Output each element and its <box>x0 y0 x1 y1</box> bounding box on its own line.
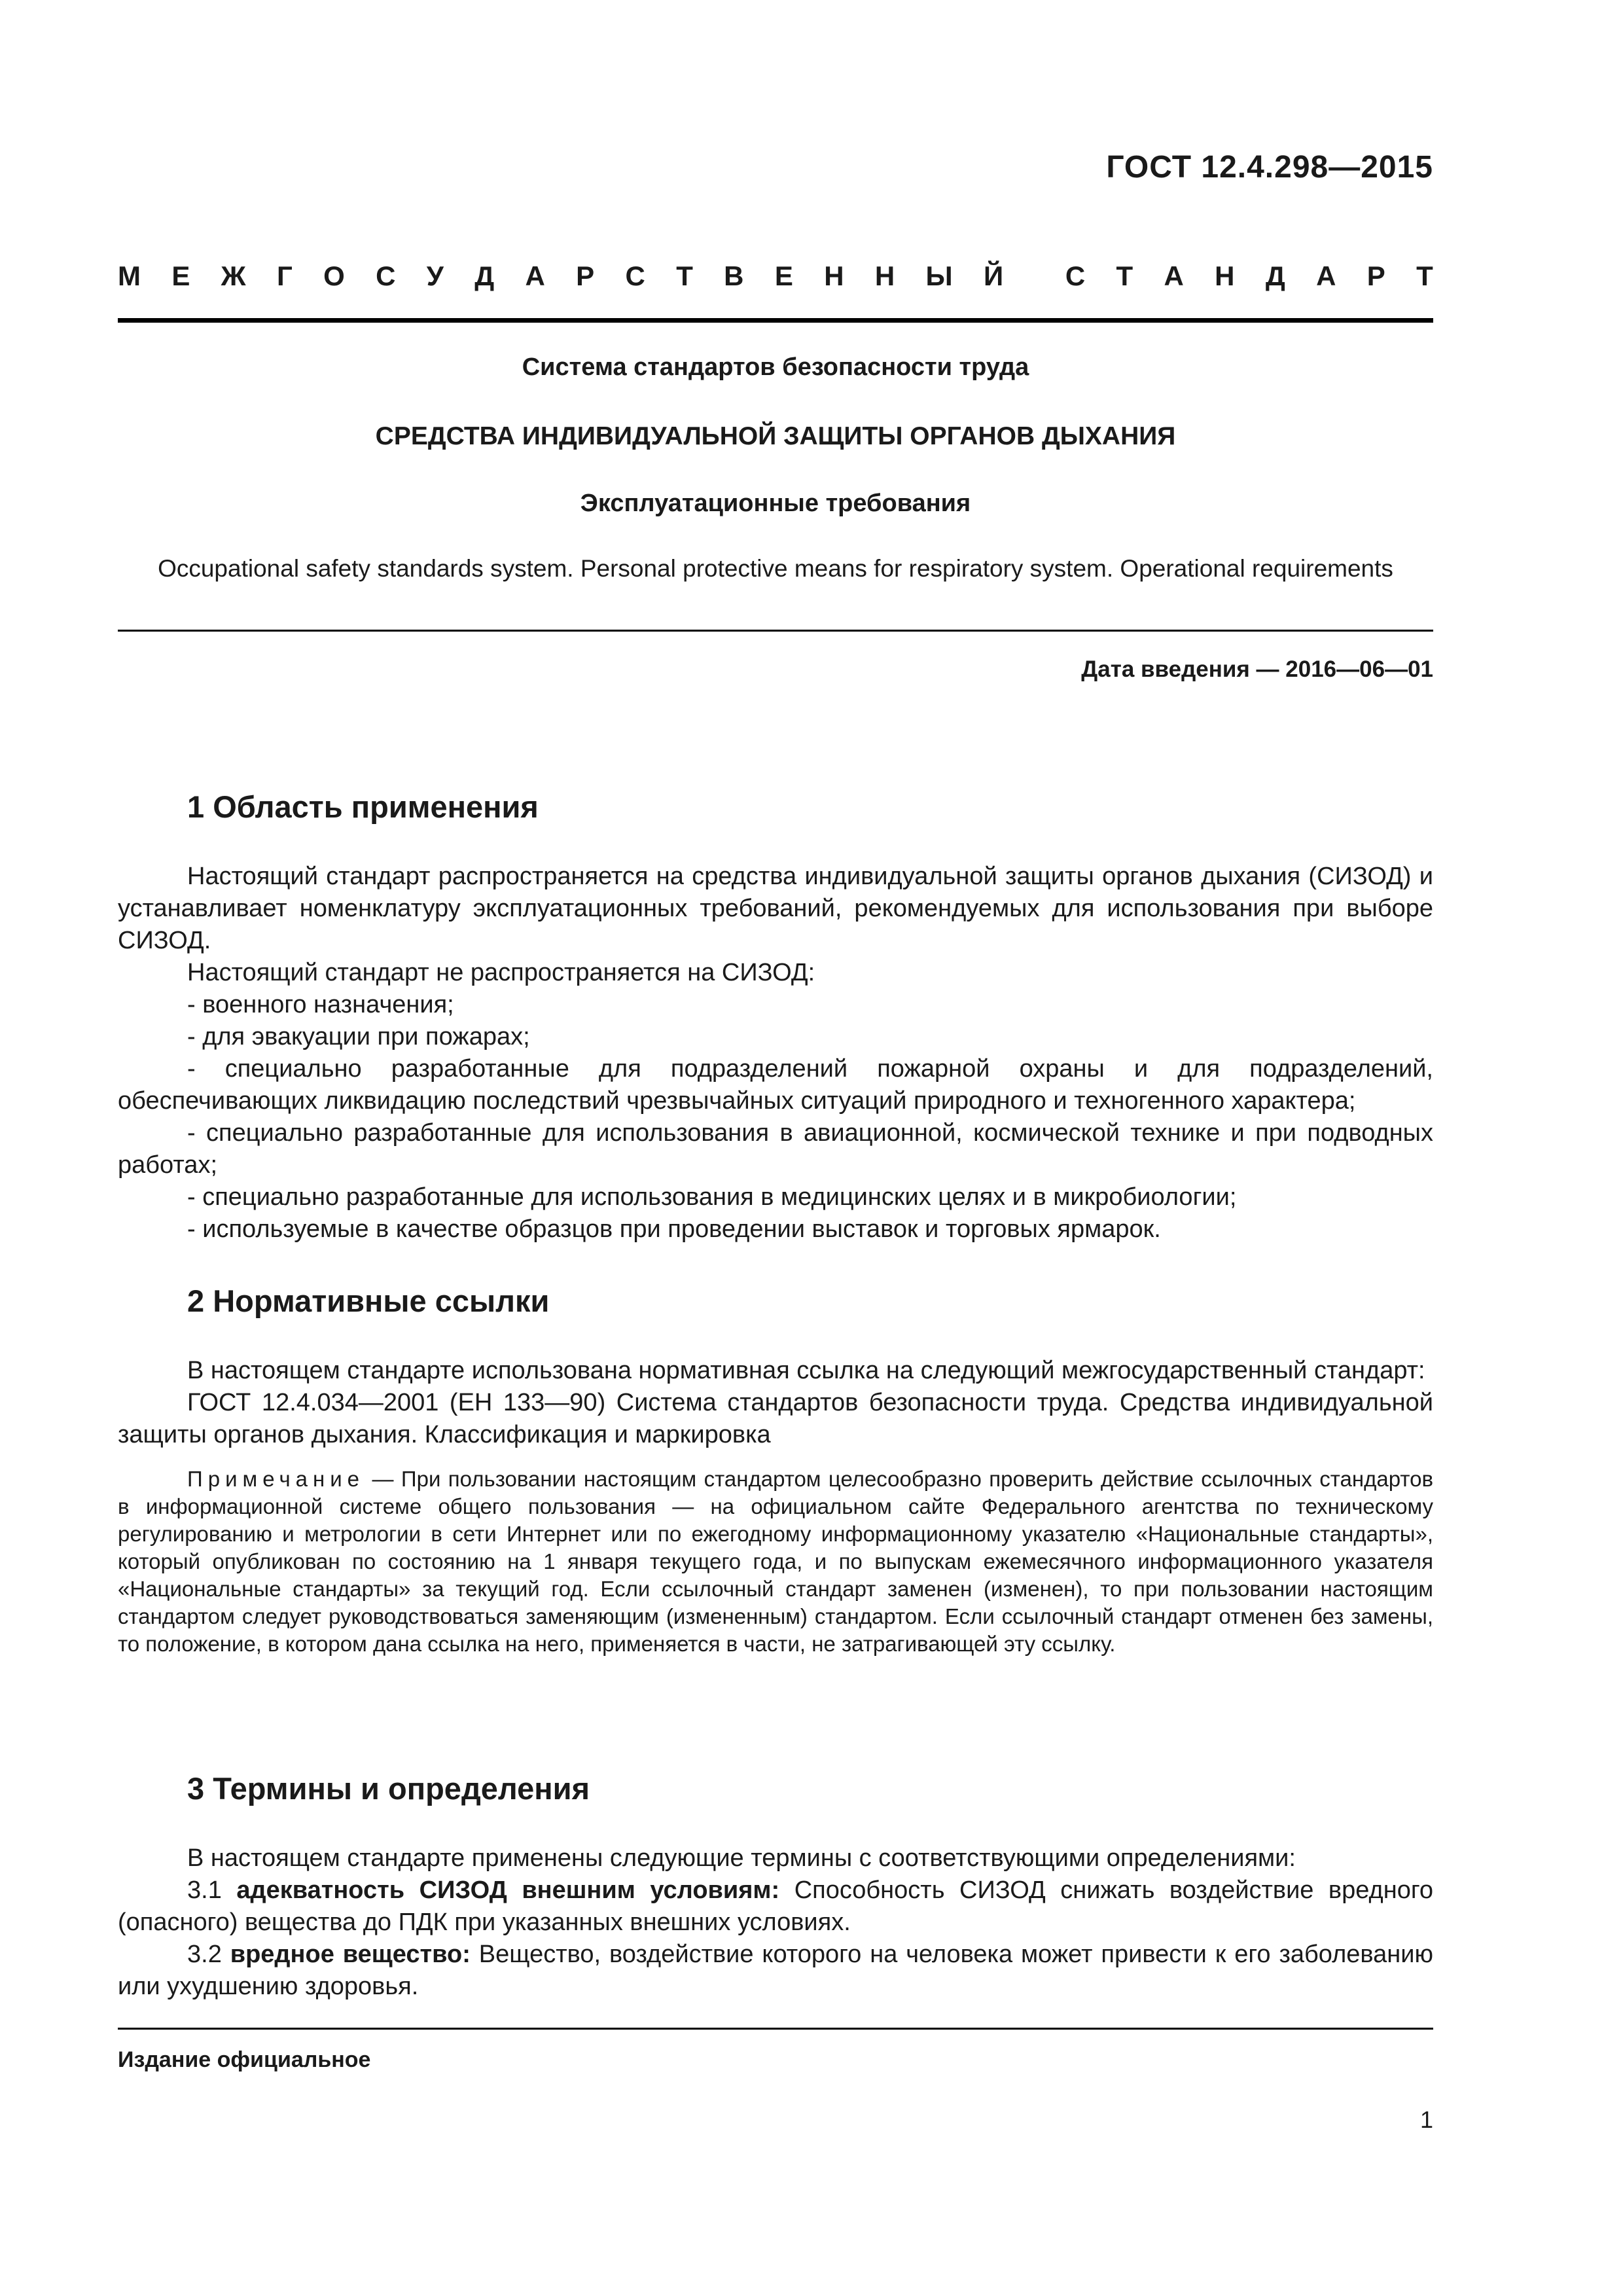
standard-type-letter: Ж <box>221 260 246 291</box>
standard-type-letter: Й <box>983 260 1004 291</box>
standard-type-letter: Е <box>774 260 793 291</box>
page-number: 1 <box>1419 2106 1433 2133</box>
standard-type-letter: Т <box>1116 260 1133 291</box>
title-divider <box>118 630 1433 632</box>
subtitle: Эксплуатационные требования <box>580 490 971 517</box>
section-normative-references <box>118 1283 1433 1658</box>
document-number: ГОСТ 12.4.298—2015 <box>1106 150 1433 185</box>
standard-type-letter: А <box>525 260 545 291</box>
note-paragraph <box>118 1465 1433 1658</box>
list-item: - используемые в качестве образцов при проведении выставок и торговых ярмарок. <box>187 1215 1161 1243</box>
term-number: 3.1 <box>187 1876 237 1904</box>
term-number: 3.2 <box>187 1941 230 1968</box>
main-title: СРЕДСТВА ИНДИВИДУАЛЬНОЙ ЗАЩИТЫ ОРГАНОВ ДЫХАНИЯ <box>375 422 1176 450</box>
paragraph: В настоящем стандарте использована нормативная ссылка на следующий межгосударственный стандарт: <box>187 1357 1425 1384</box>
definition: Способность СИЗОД снижать воздействие вредного (опасного) вещества до ПДК при указанных внешних условиях. <box>118 1876 1434 1936</box>
standard-type-letter: Р <box>1366 260 1385 291</box>
standard-type-letter: Р <box>576 260 595 291</box>
reference-entry: ГОСТ 12.4.034—2001 (ЕН 133—90) Система стандартов безопасности труда. Средства индивидуальной защиты органов дыхания. Классификация и маркировка <box>118 1389 1433 1448</box>
standard-type-letter: Е <box>171 260 190 291</box>
standard-type-letter: А <box>1164 260 1184 291</box>
list-item: - для эвакуации при пожарах; <box>187 1023 530 1050</box>
paragraph: Настоящий стандарт распространяется на средства индивидуальной защиты органов дыхания (СИЗОД) и устанавливает номенклатуру эксплуатационных требований, рекомендуемых для использования при выборе СИЗОД. <box>118 863 1433 954</box>
note-text: — При пользовании настоящим стандартом целесообразно проверить действие ссылочных стандартов в информационной системе общего пользования — на официальном сайте Федерального агентства по техническому регулированию и метрологии в сети Интернет или по ежегодному информационному указателю «Национальные стандарты», который опубликован по состоянию на 1 января текущего года, и по выпускам ежемесячного информационного указателя «Национальные стандарты» за текущий год. Если ссылочный стандарт заменен (изменен), то при пользовании настоящим стандартом следует руководствоваться заменяющим (измененным) стандартом. Если ссылочный стандарт отменен без замены, то положение, в котором дана ссылка на него, применяется в части, не затрагивающей эту ссылку. <box>118 1467 1433 1656</box>
list-item: - специально разработанные для подразделений пожарной охраны и для подразделений, обеспечивающих ликвидацию последствий чрезвычайных ситуаций природного и техногенного характера; <box>118 1055 1433 1115</box>
standard-type-letter: Н <box>824 260 844 291</box>
section-terms-definitions <box>118 1770 1433 2003</box>
edition-label: Издание официальное <box>118 2047 371 2072</box>
standard-type-letter: С <box>625 260 645 291</box>
paragraph: Настоящий стандарт не распространяется на СИЗОД: <box>187 959 815 986</box>
footer-divider <box>118 2028 1433 2030</box>
section-heading: 1 Область применения <box>187 789 539 824</box>
standard-type-letter: С <box>376 260 396 291</box>
section-body <box>118 1842 1433 2003</box>
section-body <box>118 1355 1433 1451</box>
term-definition <box>118 1874 1433 1939</box>
standard-type-letter: Ы <box>925 260 953 291</box>
standard-type-letter: А <box>1316 260 1336 291</box>
section-body <box>118 861 1433 1246</box>
standard-type-letter: М <box>118 260 141 291</box>
standard-type-letter: У <box>426 260 444 291</box>
list-item: - военного назначения; <box>187 991 454 1018</box>
list-item: - специально разработанные для использования в медицинских целях и в микробиологии; <box>187 1183 1237 1211</box>
introduction-date: Дата введения — 2016—06—01 <box>1081 656 1433 682</box>
definition: Вещество, воздействие которого на человека может привести к его заболеванию или ухудшению здоровья. <box>118 1941 1433 2000</box>
standard-type-letter: Н <box>1215 260 1235 291</box>
term-definition <box>118 1939 1433 2003</box>
standard-type-letter: Т <box>1416 260 1433 291</box>
standard-type-letter: С <box>1065 260 1086 291</box>
standard-type-letter: Т <box>676 260 693 291</box>
standard-type-heading <box>118 260 1433 292</box>
section-heading: 3 Термины и определения <box>187 1771 590 1806</box>
standard-type-letter: Н <box>874 260 895 291</box>
standard-type-letter: Д <box>474 260 495 291</box>
paragraph: В настоящем стандарте применены следующие термины с соответствующими определениями: <box>187 1844 1296 1872</box>
standard-type-letter: О <box>323 260 345 291</box>
standard-type-letter: Д <box>1265 260 1285 291</box>
term: адекватность СИЗОД внешним условиям: <box>236 1876 780 1904</box>
note-block <box>118 1465 1433 1658</box>
top-divider <box>118 318 1433 323</box>
list-item: - специально разработанные для использования в авиационной, космической технике и при подводных работах; <box>118 1119 1433 1179</box>
term: вредное вещество: <box>230 1941 471 1968</box>
system-title: Система стандартов безопасности труда <box>522 353 1029 381</box>
section-heading: 2 Нормативные ссылки <box>187 1283 550 1318</box>
english-title: Occupational safety standards system. Personal protective means for respiratory system. Operational requirements <box>158 555 1393 582</box>
standard-type-letter: Г <box>276 260 293 291</box>
standard-type-letter: В <box>724 260 744 291</box>
section-scope <box>118 789 1433 1246</box>
note-label: Примечание <box>187 1467 365 1491</box>
